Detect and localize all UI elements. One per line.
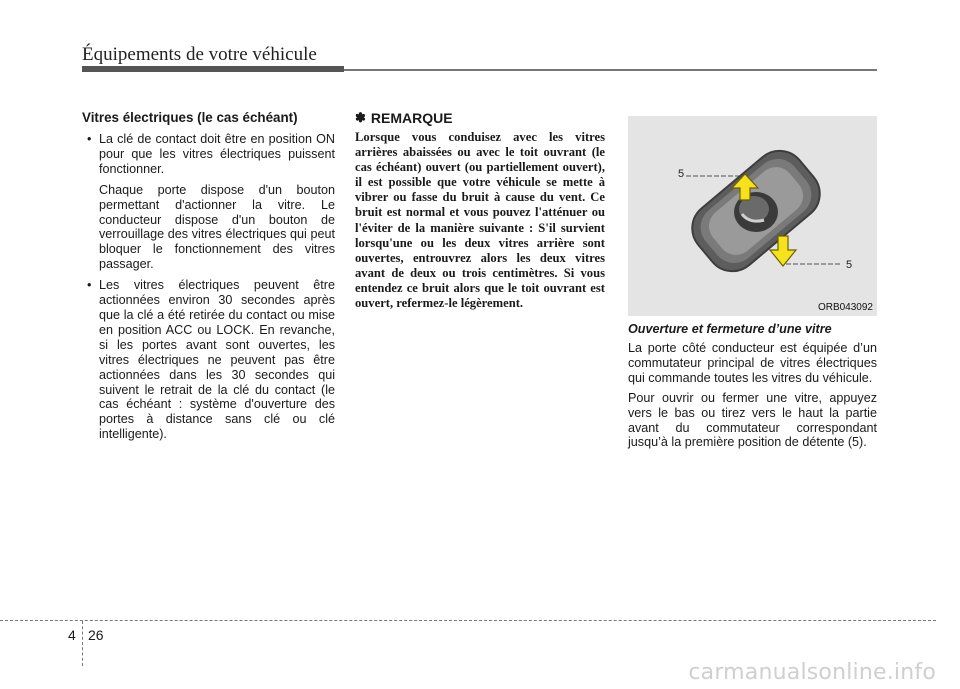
remarque-title: REMARQUE — [370, 110, 453, 126]
subheading: Ouverture et fermeture d’une vitre — [628, 322, 832, 336]
figure-code: ORB043092 — [817, 302, 873, 313]
footer-divider — [82, 621, 83, 666]
column-power-windows — [82, 110, 335, 448]
paragraph: La porte côté conducteur est équipée d’un commutateur principal de vitres électriques qui commande toutes les vitres du véhicule. — [628, 341, 877, 385]
column-window-operation — [628, 113, 877, 455]
column-remarque — [355, 110, 605, 311]
page-header-title: Équipements de votre véhicule — [82, 44, 317, 65]
figure-callout-label: 5 — [846, 259, 853, 271]
note-star-icon: ✽ — [355, 110, 366, 125]
section-title: Vitres électriques (le cas échéant) — [82, 110, 298, 125]
window-switch-illustration — [628, 116, 877, 316]
chapter-number: 4 — [68, 627, 76, 643]
paragraph: Pour ouvrir ou fermer une vitre, appuyez vers le bas ou tirez vers le haut la partie avant du commutateur correspondant jusqu’à la première position de détente (5). — [628, 390, 877, 450]
bullet-list — [82, 132, 335, 442]
bullet-item-delay — [82, 278, 335, 442]
bullet-text: • La clé de contact doit être en position ON pour que les vitres électriques puissent fonctionner. — [99, 132, 335, 176]
window-switch-figure — [628, 116, 877, 316]
remarque-text: Lorsque vous conduisez avec les vitres arrières abaissées ou avec le toit ouvrant (le cas échéant) ouvert (ou partiellement ouvert), il est possible que votre véhicule se mette à vibrer ou fasse du bruit à cause du vent. Ce bruit est normal et vous pouvez l'atténuer ou l'éviter de la manière suivante : S'il survient lorsqu'une ou les deux vitres arrière sont ouvertes, entrouvrez alors les deux vitres avant de deux ou trois centimètres. Si vous entendez ce bruit alors que le toit ouvrant est ouvert, refermez-le légèrement. — [355, 130, 605, 311]
page-number: 26 — [88, 627, 104, 643]
footer-rule — [0, 620, 936, 621]
header-rule-accent — [82, 66, 344, 72]
remarque-heading — [355, 110, 605, 126]
bullet-item-ignition — [82, 132, 335, 272]
watermark: carmanualsonline.info — [688, 660, 936, 685]
figure-callout-label: 5 — [678, 168, 685, 180]
bullet-text: • Les vitres électriques peuvent être actionnées environ 30 secondes après que la clé a été retirée du contact ou mise en position ACC ou LOCK. En revanche, si les portes avant sont ouvertes, les vitres électriques ne peuvent pas être actionnées dans les 30 secondes qui suivent le retrait de la clé du contact (le cas échéant : système d'ouverture des portes à distance sans clé ou clé intelligente). — [99, 278, 335, 442]
bullet-text: Chaque porte dispose d'un bouton permettant d'actionner la vitre. Le conducteur dispose d'un bouton de verrouillage des vitres électriques qui peut bloquer le fonctionnement des vitres passager. — [99, 182, 335, 272]
